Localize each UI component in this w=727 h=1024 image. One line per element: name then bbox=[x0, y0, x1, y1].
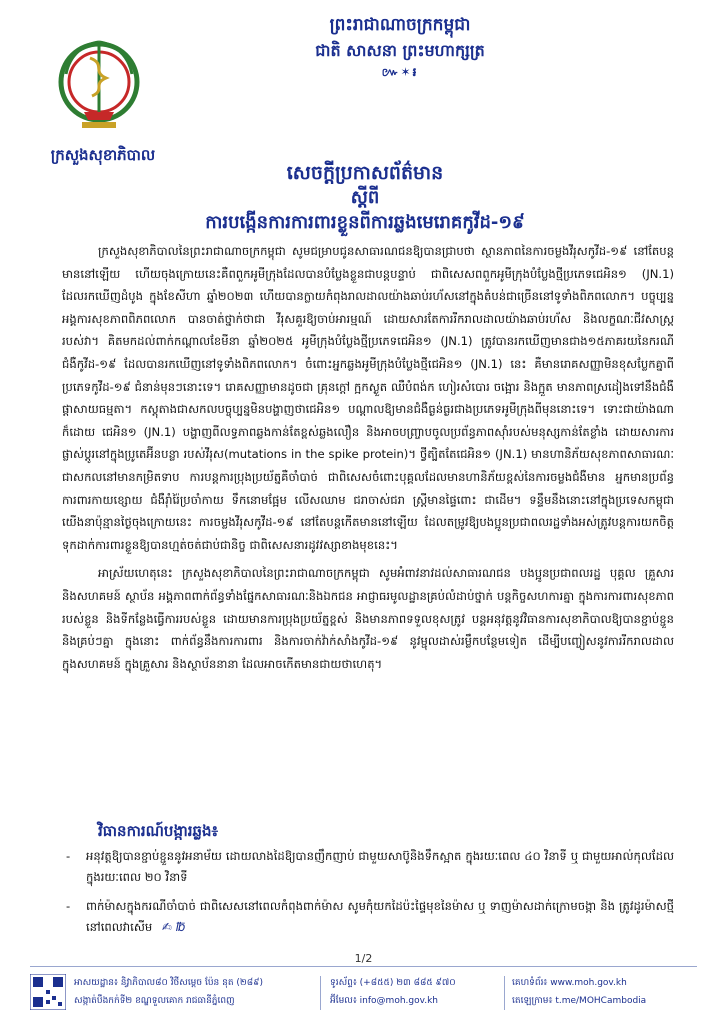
page-number: 1/2 bbox=[354, 952, 373, 965]
ornament: ៚✶៛ bbox=[381, 65, 419, 79]
handwritten-initials: ✍ ℔ bbox=[161, 920, 186, 934]
footer-contact bbox=[330, 974, 500, 1010]
list-item bbox=[62, 846, 674, 888]
address-line-1: អាសយដ្ឋាន៖ និវ្វាភិបាល៨០ វិថីសម្តេច ប៉ែន នុត (២៨៩) bbox=[74, 978, 263, 988]
email-text: អ៊ីមែល៖ info@moh.gov.kh bbox=[330, 996, 439, 1006]
ministry-emblem-icon bbox=[54, 34, 144, 134]
ministry-name: ក្រសួងសុខាភិបាល bbox=[50, 146, 156, 164]
footer-separator bbox=[504, 976, 505, 1010]
footer-separator bbox=[320, 976, 321, 1010]
measures-list bbox=[62, 846, 674, 946]
measures-title: វិធានការណ៍បង្ការឆ្លង៖ bbox=[98, 822, 219, 840]
footer-online bbox=[512, 974, 697, 1010]
footer-address bbox=[74, 974, 294, 1010]
website-link[interactable]: គេហទំព័រ៖ www.moh.gov.kh bbox=[512, 978, 627, 988]
paragraph-2: អាស្រ័យហេតុនេះ ក្រសួងសុខាភិបាលនៃព្រះរាជាណាចក្រកម្ពុជា សូមអំពាវនាវដល់សាធារណជន បងប្អូនប្រជាពលរដ្ឋ បុគ្គល គ្រួសារ និងសហគមន៍ ស្ថាប័ន អង្គភាពពាក់ព័ន្ធទាំងផ្នែកសាធារណៈនិងឯកជន អាជ្ញាធរមូលដ្ឋានគ្រប់លំដាប់ថ្នាក់ បន្តកិច្ចសហការគ្នា ក្នុងការការពារសុខភាពរបស់ខ្លួន និងទីកន្លែងធ្វើការរបស់ខ្លួន ដោយមានការប្រុងប្រយ័ត្នខ្ពស់ និងមានភាពទទួលខុសត្រូវ បន្តអនុវត្តនូវវិធានការសុខាភិបាលឱ្យបានខ្ជាប់ខ្ជួននិងគ្រប់ៗគ្នា ក្នុងនោះ ពាក់ព័ន្ធនឹងការការពារ និងការចាក់វ៉ាក់សាំងកូវីដ-១៩ នូវម្ជុលដាស់រម្លឹកបន្ថែមទៀត ដើម្បីបញ្ចៀសនូវការរីករាលដាលក្នុងសហគមន៍ ក្នុងគ្រួសារ និងស្ថាប័ននានា ដែលអាចកើតមានជាយថាហេតុ។ bbox=[62, 566, 674, 671]
title-line-3: ការបង្កើនការការពារខ្លួនពីការឆ្លងមេរោគកូវីដ-១៩ bbox=[205, 212, 525, 233]
title-line-1: សេចក្តីប្រកាសព័ត៌មាន bbox=[286, 162, 444, 184]
measure-text: ពាក់ម៉ាសក្នុងករណីចាំបាច់ ជាពិសេសនៅពេលកំពុងពាក់ម៉ាស សូមកុំយកដៃប៉ះផ្ទៃមុខនៃម៉ាស ឬ ទាញម៉ាសដាក់ក្រោមចង្កា និង ត្រូវដូរម៉ាសថ្មី នៅពេលវាសើម bbox=[86, 899, 674, 934]
announcement-body bbox=[62, 240, 674, 681]
kingdom-title: ព្រះរាជាណាចក្រកម្ពុជា bbox=[329, 15, 471, 35]
bullet-dash: - bbox=[66, 899, 71, 913]
list-item bbox=[62, 896, 674, 938]
qr-code-icon bbox=[30, 974, 66, 1010]
telegram-link[interactable]: តេឡេក្រាម៖ t.me/MOHCambodia bbox=[512, 996, 647, 1006]
paragraph-1: ក្រសួងសុខាភិបាលនៃព្រះរាជាណាចក្រកម្ពុជា សូមជម្រាបជូនសាធារណជនឱ្យបានជ្រាបថា ស្ថានភាពនៃការចម្លងវីរុសកូវីដ-១៩ នៅតែបន្តមាននៅឡើយ ហើយចុងក្រោយនេះគឺពពួកអូមីក្រុងដែលបានបំប្លែងខ្លួនជាបន្តបន្ទាប់ ជាពិសេសពពួកអូមីក្រុងបំប្លែងថ្មីប្រភេទជេអិន១ (JN.1) ដែលរកឃើញដំបូង ក្នុងខែសីហា ឆ្នាំ២០២៣ ហើយបានក្លាយកំពុងរាលដាលយ៉ាងឆាប់រហ័សនៅក្នុងតំបន់ជាច្រើននៅទូទាំងពិភពលោក។ បច្ចុប្បន្នអង្គការសុខភាពពិភពលោក បានចាត់ថ្នាក់ថាជា វីរុសគួរឱ្យចាប់អារម្មណ៍ ដោយសារតែការរីករាលដាលយ៉ាងឆាប់រហ័ស និងលក្ខណៈជីវសាស្ត្ររបស់វា។ គិតមកដល់ពាក់កណ្តាលខែមីនា ឆ្នាំ២០២៥ អូមីក្រុងបំប្លែងថ្មីប្រភេទជេអិន១ (JN.1) ត្រូវបានរកឃើញមានជាង១៥ភាគរយនៃករណីជំងឺកូវីដ-១៩ ដែលបានរកឃើញនៅទូទាំងពិភពលោក។ ចំពោះអ្នកឆ្លងអូមីក្រុងបំប្លែងថ្មីជេអិន១ (JN.1) នេះ គឺមានរោគសញ្ញាមិនខុសប្លែកគ្នាពីប្រភេទកូវីដ-១៩ ជំនាន់មុនៗនោះទេ។ រោគសញ្ញាមានដូចជា គ្រុនក្តៅ ក្អកស្ងួត ឈឺបំពង់ក ហៀរសំបោរ ចង្អោរ និងក្អួត មានភាពស្រដៀងទៅនឹងជំងឺផ្តាសាយធម្មតា។ កស្តុតាងជាសកលបច្ចុប្បន្នមិនបង្ហាញថាជេអិន១ បណ្តាលឱ្យមានជំងឺធ្ងន់ធ្ងរជាងប្រភេទអូមីក្រុងពីមុននោះទេ។ ទោះជាយ៉ាងណាក៏ដោយ ជេអិន១ (JN.1) បង្ហាញពីលទ្ធភាពឆ្លងកាន់តែខ្ពស់ឆ្លងលឿន និងអាចបញ្ច្រាបចូលប្រព័ន្ធភាពស៊ាំរបស់មនុស្សកាន់តែខ្លាំង ដោយសារការផ្លាស់ប្តូរនៅក្នុងប្រូតេអ៊ីនបន្លា របស់វីរុស(mutations in the spike protein)។ ថ្វីត្បិតតែជេអិន១ (JN.1) មានហានិភ័យសុខភាពសាធារណៈជាសកលនៅមានកម្រិតទាប ការបន្តការប្រុងប្រយ័ត្នគឺចាំបាច់ ជាពិសេសចំពោះបុគ្គលដែលមានហានិភ័យខ្ពស់នៃការចម្លងជំងឺមាន អ្នកមានប្រព័ន្ធការពារកាយខ្សោយ ជំងឺរ៉ាំរ៉ៃប្រចាំកាយ ទឹកនោមផ្អែម លើសឈាម ជរាចាស់ជរា ស្ត្រីមានផ្ទៃពោះ ជាដើម។ ទន្ទឹមនឹងនោះនៅក្នុងប្រទេសកម្ពុជាយើងនាប៉ុន្មានថ្ងៃចុងក្រោយនេះ ការចម្លងវីរុសកូវីដ-១៩ នៅតែបន្តកើតមាននៅឡើយ ដែលតម្រូវឱ្យបងប្អូនប្រជាពលរដ្ឋទាំងអស់ត្រូវបន្តការយកចិត្តទុកដាក់ការពារខ្លួនឱ្យបានហ្មត់ចត់ជាប់ជានិច្ច ជាពិសេសនារដូវវស្សាខាងមុខនេះ។ bbox=[62, 244, 674, 552]
announcement-title bbox=[150, 160, 580, 236]
address-line-2: សង្កាត់បឹងកក់ទី២ ខណ្ឌទួលគោក រាជធានីភ្នំពេញ bbox=[74, 996, 235, 1006]
kingdom-motto: ជាតិ សាសនា ព្រះមហាក្សត្រ bbox=[315, 41, 485, 60]
footer-divider bbox=[30, 966, 697, 967]
title-line-2: ស្តីពី bbox=[350, 187, 380, 208]
bullet-dash: - bbox=[66, 849, 71, 863]
phone-text: ទូរស័ព្ទ៖ (+៨៥៥) ២៣ ៨៨៥ ៩៧០ bbox=[330, 978, 456, 988]
kingdom-header bbox=[230, 12, 570, 80]
measure-text: អនុវត្តឱ្យបានខ្ជាប់ខ្ជួននូវអនាម័យ ដោយលាងដៃឱ្យបានញឹកញាប់ ជាមួយសាប៊ូនិងទឹកស្អាត ក្នុងរយៈពេល ៤០ វិនាទី ឬ ជាមួយអាល់កុលដែលក្នុងរយៈពេល ២០ វិនាទី bbox=[86, 849, 674, 884]
footer bbox=[30, 972, 697, 1016]
